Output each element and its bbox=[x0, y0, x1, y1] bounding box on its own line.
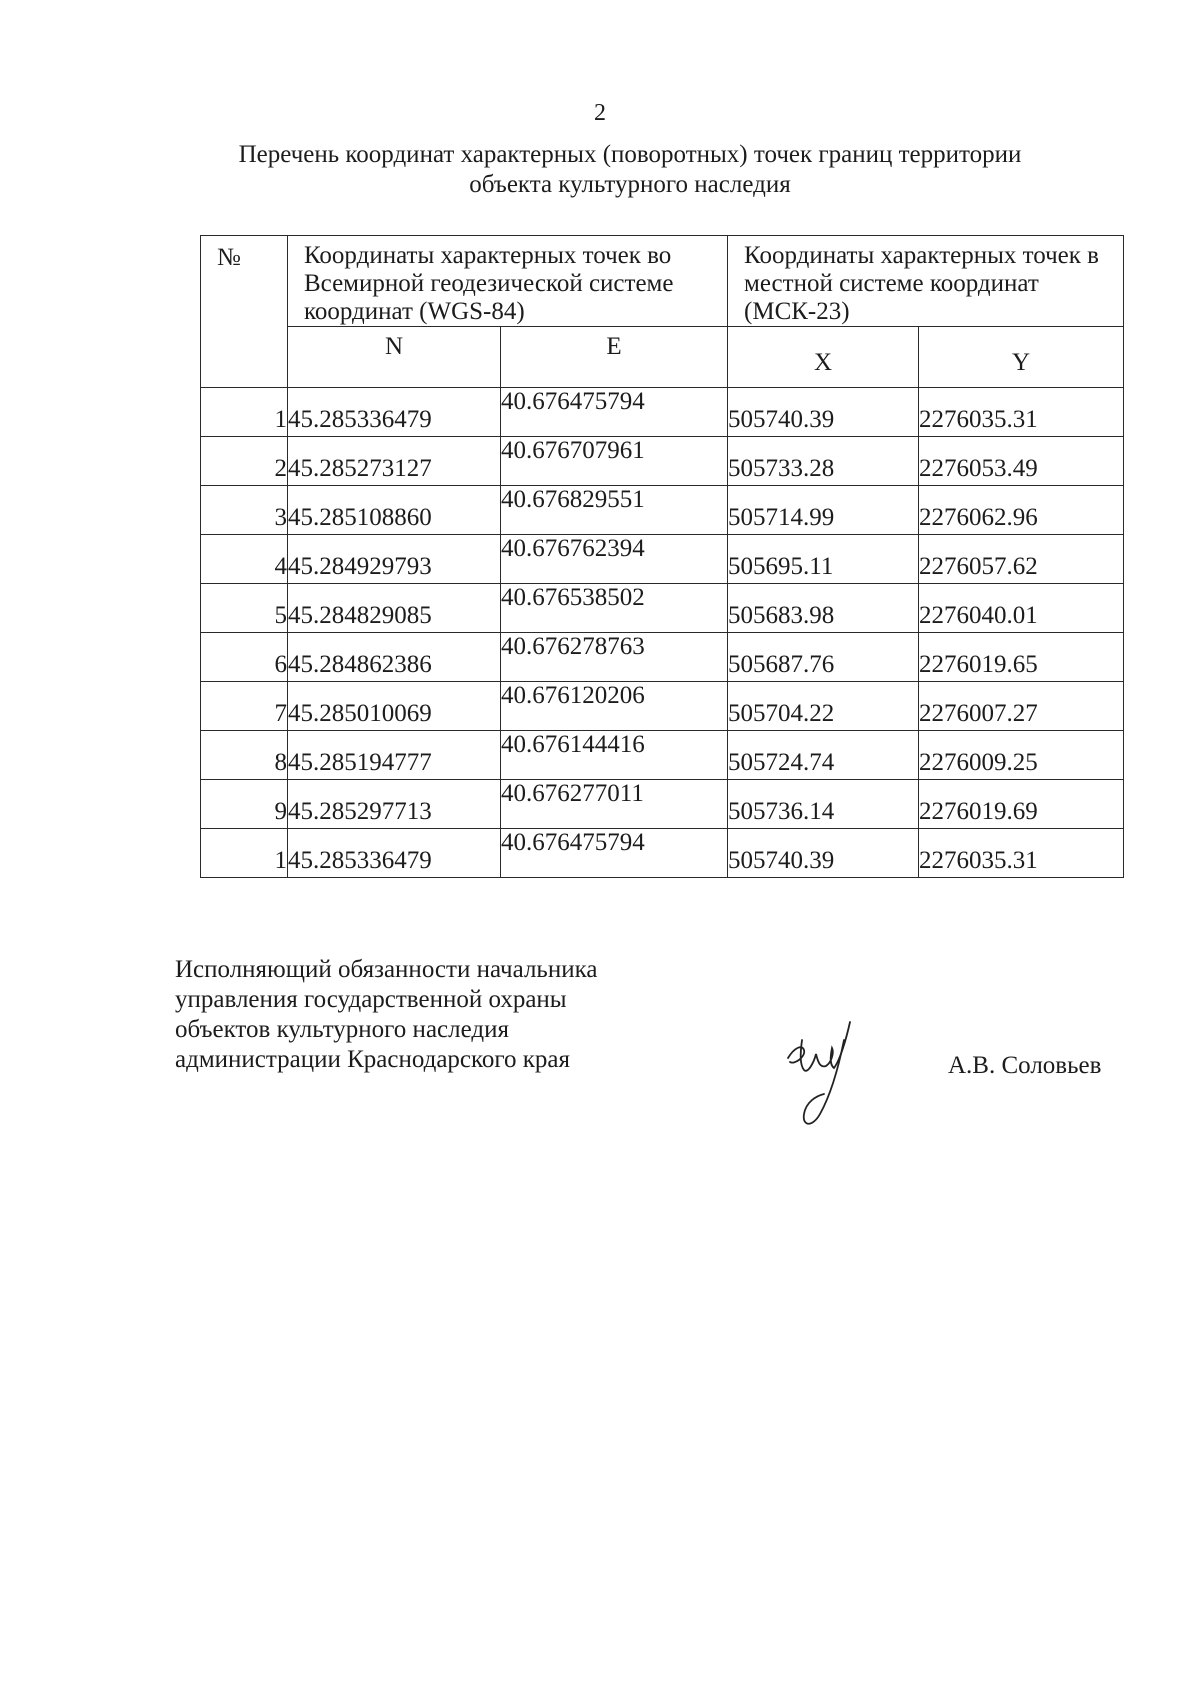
longitude-e: 40.676120206 bbox=[501, 682, 728, 731]
table-row bbox=[201, 388, 1124, 437]
local-y: 2276007.27 bbox=[919, 682, 1124, 731]
latitude-n: 45.285336479 bbox=[288, 829, 501, 878]
header-msk23-group: Координаты характерных точек в местной системе координат (МСК-23) bbox=[728, 236, 1124, 327]
header-x: X bbox=[728, 327, 919, 388]
table-row bbox=[201, 584, 1124, 633]
latitude-n: 45.285108860 bbox=[288, 486, 501, 535]
handwritten-signature bbox=[780, 1010, 860, 1135]
latitude-n: 45.285010069 bbox=[288, 682, 501, 731]
local-y: 2276040.01 bbox=[919, 584, 1124, 633]
local-x: 505736.14 bbox=[728, 780, 919, 829]
latitude-n: 45.285336479 bbox=[288, 388, 501, 437]
latitude-n: 45.284829085 bbox=[288, 584, 501, 633]
table-row bbox=[201, 437, 1124, 486]
local-x: 505724.74 bbox=[728, 731, 919, 780]
latitude-n: 45.284862386 bbox=[288, 633, 501, 682]
document-title-line-2: объекта культурного наследия bbox=[469, 171, 791, 198]
local-y: 2276019.65 bbox=[919, 633, 1124, 682]
page-number: 2 bbox=[594, 100, 606, 126]
longitude-e: 40.676475794 bbox=[501, 829, 728, 878]
longitude-e: 40.676707961 bbox=[501, 437, 728, 486]
header-row-main bbox=[201, 236, 1124, 327]
local-y: 2276009.25 bbox=[919, 731, 1124, 780]
latitude-n: 45.284929793 bbox=[288, 535, 501, 584]
signer-name: А.В. Соловьев bbox=[948, 1052, 1102, 1079]
longitude-e: 40.676829551 bbox=[501, 486, 728, 535]
table-row bbox=[201, 486, 1124, 535]
point-number: 7 bbox=[201, 682, 288, 731]
latitude-n: 45.285297713 bbox=[288, 780, 501, 829]
point-number: 3 bbox=[201, 486, 288, 535]
document-title-line-1: Перечень координат характерных (поворотных) точек границ территории bbox=[238, 141, 1022, 168]
table-row bbox=[201, 535, 1124, 584]
table-row bbox=[201, 829, 1124, 878]
local-x: 505740.39 bbox=[728, 829, 919, 878]
local-y: 2276053.49 bbox=[919, 437, 1124, 486]
position-line: администрации Краснодарского края bbox=[175, 1046, 571, 1073]
point-number: 1 bbox=[201, 829, 288, 878]
position-line: управления государственной охраны bbox=[175, 986, 567, 1013]
table-row bbox=[201, 731, 1124, 780]
longitude-e: 40.676762394 bbox=[501, 535, 728, 584]
table-row bbox=[201, 633, 1124, 682]
header-n: N bbox=[288, 327, 501, 388]
local-x: 505704.22 bbox=[728, 682, 919, 731]
point-number: 4 bbox=[201, 535, 288, 584]
local-y: 2276062.96 bbox=[919, 486, 1124, 535]
coordinates-table bbox=[200, 235, 1124, 878]
table-row bbox=[201, 682, 1124, 731]
header-wgs84-group: Координаты характерных точек во Всемирной геодезической системе координат (WGS-84) bbox=[288, 236, 728, 327]
longitude-e: 40.676538502 bbox=[501, 584, 728, 633]
signatory-position bbox=[175, 955, 695, 1075]
longitude-e: 40.676144416 bbox=[501, 731, 728, 780]
position-line: объектов культурного наследия bbox=[175, 1016, 509, 1043]
header-row-sub bbox=[201, 327, 1124, 388]
header-number: № bbox=[201, 236, 288, 388]
table-row bbox=[201, 780, 1124, 829]
position-line: Исполняющий обязанности начальника bbox=[175, 956, 598, 983]
longitude-e: 40.676278763 bbox=[501, 633, 728, 682]
longitude-e: 40.676277011 bbox=[501, 780, 728, 829]
local-y: 2276035.31 bbox=[919, 829, 1124, 878]
local-x: 505695.11 bbox=[728, 535, 919, 584]
point-number: 2 bbox=[201, 437, 288, 486]
point-number: 9 bbox=[201, 780, 288, 829]
longitude-e: 40.676475794 bbox=[501, 388, 728, 437]
point-number: 1 bbox=[201, 388, 288, 437]
local-x: 505687.76 bbox=[728, 633, 919, 682]
point-number: 5 bbox=[201, 584, 288, 633]
local-x: 505740.39 bbox=[728, 388, 919, 437]
local-y: 2276035.31 bbox=[919, 388, 1124, 437]
local-y: 2276057.62 bbox=[919, 535, 1124, 584]
local-y: 2276019.69 bbox=[919, 780, 1124, 829]
header-y: Y bbox=[919, 327, 1124, 388]
point-number: 6 bbox=[201, 633, 288, 682]
coordinates-table-body bbox=[201, 388, 1124, 878]
point-number: 8 bbox=[201, 731, 288, 780]
latitude-n: 45.285194777 bbox=[288, 731, 501, 780]
local-x: 505733.28 bbox=[728, 437, 919, 486]
latitude-n: 45.285273127 bbox=[288, 437, 501, 486]
document-title bbox=[150, 140, 1110, 200]
local-x: 505714.99 bbox=[728, 486, 919, 535]
header-e: E bbox=[501, 327, 728, 388]
local-x: 505683.98 bbox=[728, 584, 919, 633]
